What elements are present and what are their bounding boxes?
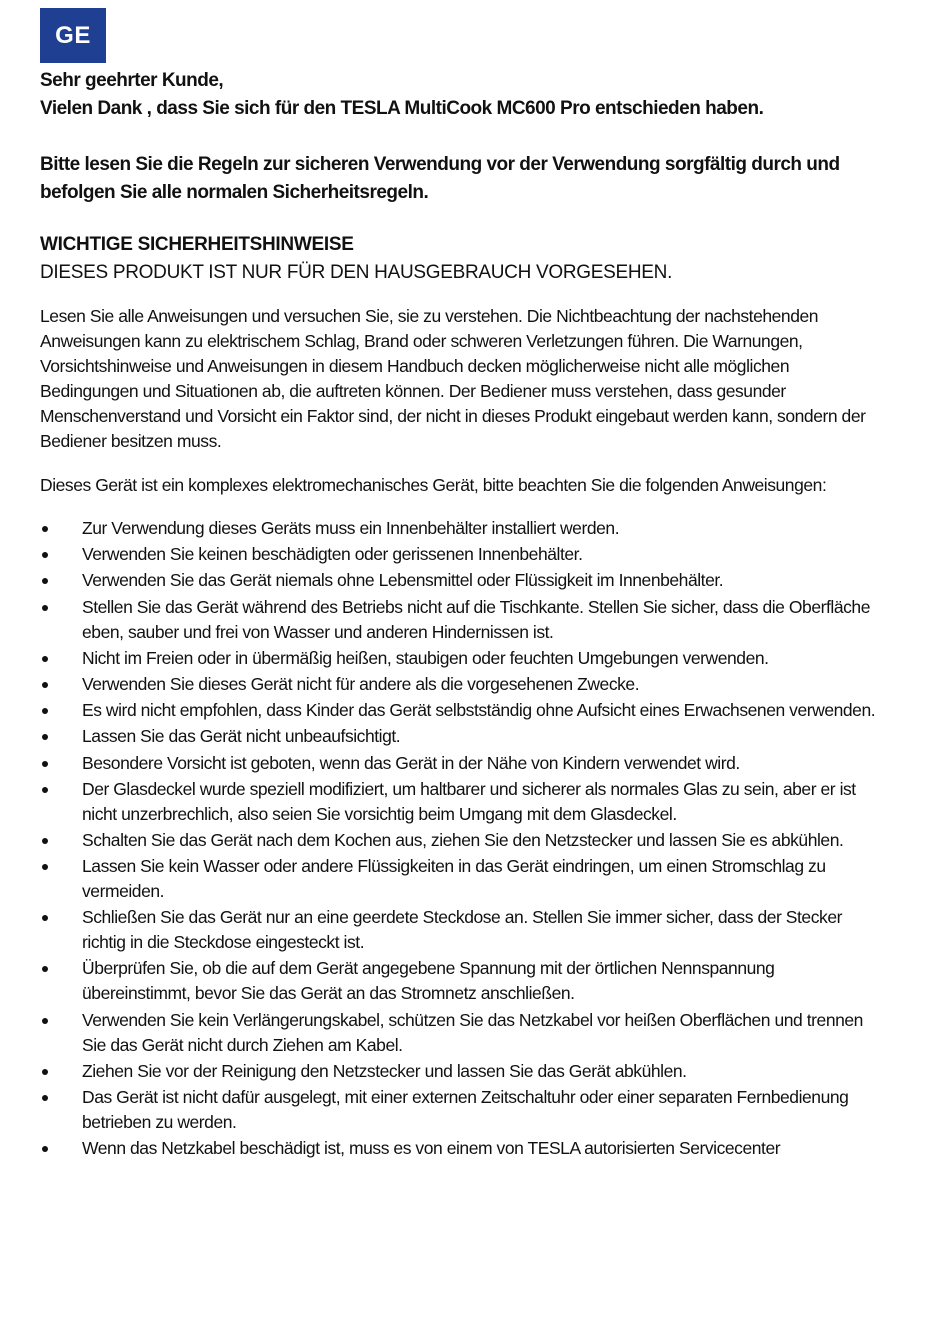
bullet-icon xyxy=(42,605,48,611)
list-item xyxy=(40,568,880,593)
list-item xyxy=(40,595,880,645)
list-item xyxy=(40,1059,880,1084)
list-item xyxy=(40,724,880,749)
list-item xyxy=(40,905,880,955)
list-item xyxy=(40,516,880,541)
list-item xyxy=(40,672,880,697)
safety-bullet-list xyxy=(40,516,880,1161)
bullet-icon xyxy=(42,734,48,740)
list-item xyxy=(40,956,880,1006)
list-item-text: Verwenden Sie das Gerät niemals ohne Lebensmittel oder Flüssigkeit im Innenbehälter. xyxy=(82,570,724,591)
list-item xyxy=(40,542,880,567)
list-item xyxy=(40,854,880,904)
list-item xyxy=(40,646,880,671)
reading-request-text: Bitte lesen Sie die Regeln zur sicheren Verwendung vor der Verwendung sorgfältig durch und befolgen Sie alle normalen Sicherheitsregeln. xyxy=(40,154,840,203)
list-item-text: Besondere Vorsicht ist geboten, wenn das Gerät in der Nähe von Kindern verwendet wird. xyxy=(82,752,740,773)
bullet-icon xyxy=(42,682,48,688)
list-item-text: Schließen Sie das Gerät nur an eine geerdete Steckdose an. Stellen Sie immer sicher, dass der Stecker richtig in die Steckdose eingesteckt ist. xyxy=(82,907,842,953)
list-item-text: Wenn das Netzkabel beschädigt ist, muss es von einem von TESLA autorisierten Servicecenter xyxy=(82,1138,781,1159)
list-item-text: Zur Verwendung dieses Geräts muss ein Innenbehälter installiert werden. xyxy=(82,518,620,538)
list-item-text: Lassen Sie kein Wasser oder andere Flüssigkeiten in das Gerät eindringen, um einen Stromschlag zu vermeiden. xyxy=(82,856,826,902)
safety-subtitle: DIESES PRODUKT IST NUR FÜR DEN HAUSGEBRAUCH VORGESEHEN. xyxy=(40,262,673,283)
bullet-icon xyxy=(42,1018,48,1024)
list-item xyxy=(40,777,880,827)
bullet-icon xyxy=(42,1069,48,1075)
list-item xyxy=(40,1085,880,1135)
list-item-text: Lassen Sie das Gerät nicht unbeaufsichtigt. xyxy=(82,726,401,747)
list-item-text: Es wird nicht empfohlen, dass Kinder das Gerät selbstständig ohne Aufsicht eines Erwachsenen verwenden. xyxy=(82,700,876,721)
list-item xyxy=(40,698,880,723)
list-item-text: Ziehen Sie vor der Reinigung den Netzstecker und lassen Sie das Gerät abkühlen. xyxy=(82,1060,687,1081)
list-item xyxy=(40,1008,880,1058)
bullet-icon xyxy=(42,915,48,921)
list-item-text: Verwenden Sie keinen beschädigten oder gerissenen Innenbehälter. xyxy=(82,544,583,565)
list-item-text: Nicht im Freien oder in übermäßig heißen, staubigen oder feuchten Umgebungen verwenden. xyxy=(82,647,769,668)
list-item xyxy=(40,1136,880,1161)
language-badge: GE xyxy=(40,8,106,63)
greeting-thanks: Vielen Dank , dass Sie sich für den TESLA MultiCook MC600 Pro entschieden haben. xyxy=(40,98,764,119)
safety-title: WICHTIGE SICHERHEITSHINWEISE xyxy=(40,234,354,255)
list-item-text: Der Glasdeckel wurde speziell modifiziert, um haltbarer und sicherer als normales Glas zu sein, aber er ist nicht unzerbrechlich, also seien Sie vorsichtig beim Umgang mit dem Glasdeckel. xyxy=(82,778,856,824)
list-item-text: Überprüfen Sie, ob die auf dem Gerät angegebene Spannung mit der örtlichen Nennspannung übereinstimmt, bevor Sie das Gerät an das Stromnetz anschließen. xyxy=(82,958,775,1004)
bullet-icon xyxy=(42,1146,48,1152)
list-item-text: Schalten Sie das Gerät nach dem Kochen aus, ziehen Sie den Netzstecker und lassen Sie es abkühlen. xyxy=(82,829,844,850)
greeting-salutation: Sehr geehrter Kunde, xyxy=(40,70,224,91)
reading-request xyxy=(40,151,880,207)
list-item xyxy=(40,828,880,853)
list-item-text: Verwenden Sie dieses Gerät nicht für andere als die vorgesehenen Zwecke. xyxy=(82,673,640,694)
bullet-icon xyxy=(42,526,48,532)
bullet-icon xyxy=(42,787,48,793)
intro-paragraph: Lesen Sie alle Anweisungen und versuchen Sie, sie zu verstehen. Die Nichtbeachtung der nachstehenden Anweisungen kann zu elektrischem Schlag, Brand oder schweren Verletzungen führen. Die Warnungen, Vorsichtshinweise und Anweisungen in diesem Handbuch decken möglicherweise nicht alle möglichen Bedingungen und Situationen ab, die auftreten können. Der Bediener muss verstehen, dass gesunder Menschenverstand und Vorsicht ein Faktor sind, der nicht in dieses Produkt eingebaut werden kann, sondern der Bediener besitzen muss. xyxy=(40,306,866,451)
bullet-icon xyxy=(42,838,48,844)
list-item-text: Verwenden Sie kein Verlängerungskabel, schützen Sie das Netzkabel vor heißen Oberflächen und trennen Sie das Gerät nicht durch Ziehen am Kabel. xyxy=(82,1009,863,1055)
bullet-icon xyxy=(42,966,48,972)
device-paragraph: Dieses Gerät ist ein komplexes elektromechanisches Gerät, bitte beachten Sie die folgenden Anweisungen: xyxy=(40,475,827,495)
list-item-text: Stellen Sie das Gerät während des Betriebs nicht auf die Tischkante. Stellen Sie sicher, dass die Oberfläche eben, sauber und frei von Wasser und anderen Hindernissen ist. xyxy=(82,596,870,642)
manual-page xyxy=(40,8,880,1162)
safety-heading xyxy=(40,231,880,287)
bullet-icon xyxy=(42,761,48,767)
list-item-text: Das Gerät ist nicht dafür ausgelegt, mit einer externen Zeitschaltuhr oder einer separaten Fernbedienung betrieben zu werden. xyxy=(82,1087,849,1132)
bullet-icon xyxy=(42,1095,48,1101)
bullet-icon xyxy=(42,552,48,558)
greeting xyxy=(40,67,880,123)
bullet-icon xyxy=(42,864,48,870)
bullet-icon xyxy=(42,708,48,714)
list-item xyxy=(40,751,880,776)
bullet-icon xyxy=(42,656,48,662)
bullet-icon xyxy=(42,578,48,584)
